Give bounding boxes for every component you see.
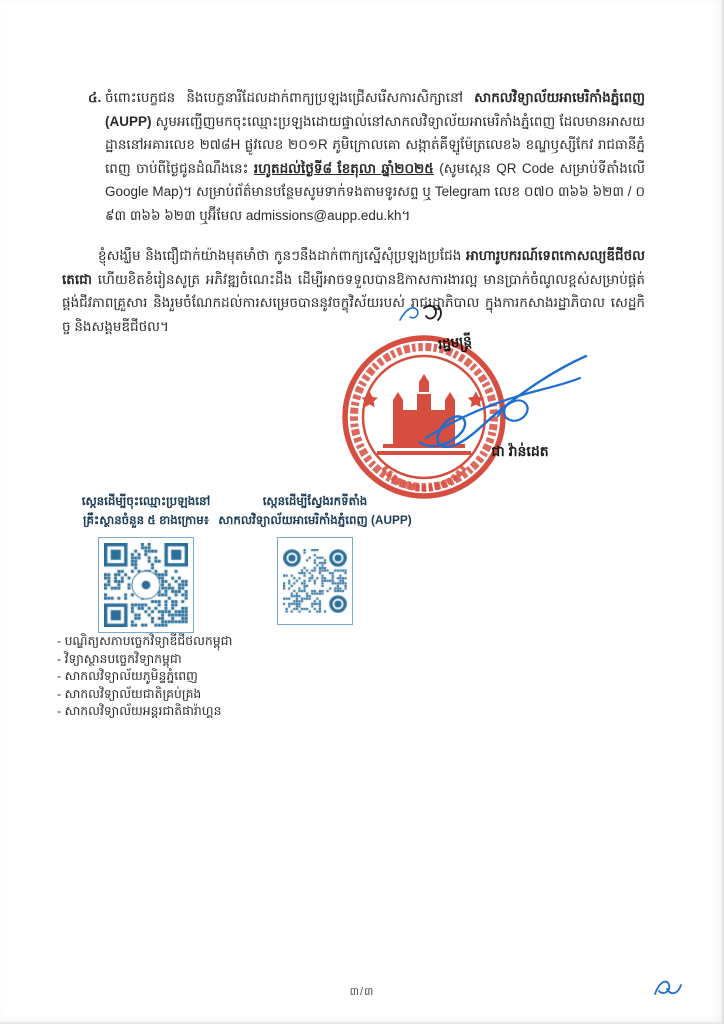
location-qr-section bbox=[215, 492, 415, 625]
registration-qr-code-icon bbox=[104, 543, 188, 627]
clause-4-text bbox=[105, 86, 645, 229]
list-item: - សាកលវិទ្យាល័យអន្តរជាតិផារ៉ាហ្គន bbox=[57, 704, 222, 719]
university-name-bold: សាកលវិទ្យាល័យអាមេរិកាំងភ្នំពេញ (AUPP) bbox=[105, 90, 645, 129]
deadline-date-underlined: រហូតដល់ថ្ងៃទី៨ ខែតុលា ឆ្នាំ២០២៥ bbox=[253, 160, 434, 176]
registration-qr-code bbox=[98, 537, 194, 633]
page-number: ៣/៣ bbox=[349, 986, 375, 998]
signature-block bbox=[330, 316, 610, 486]
closing-body: ហើយខិតខំរៀនសូត្រ អភិវឌ្ឍចំណេះដឹង ដើម្បីអាចទទួលបានឱកាសការងារល្អ មានប្រាក់ចំណូលខ្ពស់សម្រាប់ផ្គត់ផ្គង់ជីវភាពគ្រួសារ និងរួមចំណែកដល់ការសម្រេចបាននូវចក្ខុវិស័យរបស់ រាជរដ្ឋាភិបាល ក្នុងការកសាងរដ្ឋាភិបាល សេដ្ឋកិច្ច និងសង្គមឌីជីថល។ bbox=[62, 271, 645, 334]
scholarship-name-bold: អាហារូបករណ៍ទេពកោសល្យឌីជីថលតេជោ bbox=[62, 248, 645, 287]
initial-paraph bbox=[652, 976, 684, 1002]
minister-title: រដ្ឋមន្ត្រី bbox=[437, 332, 473, 353]
registration-qr-section bbox=[50, 492, 242, 633]
institution-list bbox=[57, 633, 387, 721]
location-qr-code bbox=[277, 537, 353, 625]
signer-name: ជា វ៉ាន់ដេត bbox=[491, 443, 549, 459]
clause-4-paragraph bbox=[88, 86, 645, 229]
registration-qr-label-line2: គ្រឹះស្ថានចំនួន ៥ ខាងក្រោម៖ bbox=[83, 513, 209, 527]
location-qr-code-icon bbox=[283, 549, 347, 613]
clause-4-body: សូមអញ្ជើញមកចុះឈ្មោះប្រឡងដោយផ្ទាល់នៅសាកលវិទ្យាល័យអាមេរិកាំងភ្នំពេញ ដែលមានអាសយដ្ឋាននៅអគារលេខ ២៧៨H ផ្លូវលេខ ២០១R ភូមិក្រោលគោ សង្កាត់គីឡូម៉ែត្រលេខ៦ ខណ្ឌឫស្សីកែវ រាជធានីភ្នំពេញ ចាប់ពីថ្ងៃជូនដំណឹងនេះ bbox=[105, 113, 645, 176]
closing-intro: ខ្ញុំសង្ឃឹម និងជឿជាក់យ៉ាងមុតមាំថា កូនៗនឹងដាក់ពាក្យស្នើសុំប្រឡងប្រជែង bbox=[98, 248, 466, 263]
clause-number: ៤. bbox=[88, 90, 102, 105]
location-qr-label-line1: ស្កេនដើម្បីស្វែងរកទីតាំង bbox=[262, 494, 368, 508]
minister-signature bbox=[390, 338, 600, 458]
clause-4-contact-info: (សូមស្កេន QR Code សម្រាប់ទីតាំងលើ Google Map)។ សម្រាប់ព័ត៌មានបន្ថែមសូមទាក់ទងតាមទូរសព្ទ ឬ Telegram លេខ ០៧០ ៣៦៦ ៦២៣ / ០៩៣ ៣៦៦ ៦២៣ ឬអ៊ីមែល admissions@aupp.edu.kh។ bbox=[105, 160, 645, 223]
clause-4-intro: ចំពោះបេក្ខជន និងបេក្ខនារីដែលដាក់ពាក្យប្រឡងជ្រើសរើសការសិក្សានៅ bbox=[105, 90, 475, 105]
location-qr-label-line2: សាកលវិទ្យាល័យអាមេរិកាំងភ្នំពេញ (AUPP) bbox=[218, 513, 412, 527]
list-item: - សាកលវិទ្យាល័យជាតិគ្រប់គ្រង bbox=[57, 686, 202, 701]
registration-qr-label-line1: ស្កេនដើម្បីចុះឈ្មោះប្រឡងនៅ bbox=[81, 494, 211, 508]
list-item: - សាកលវិទ្យាល័យភូមិន្ទភ្នំពេញ bbox=[57, 669, 198, 684]
list-item: - បណ្ឌិត្យសភាបច្ចេកវិទ្យាឌីជីថលកម្ពុជា bbox=[57, 634, 233, 648]
list-item: - វិទ្យាស្ថានបច្ចេកវិទ្យាកម្ពុជា bbox=[57, 651, 182, 666]
